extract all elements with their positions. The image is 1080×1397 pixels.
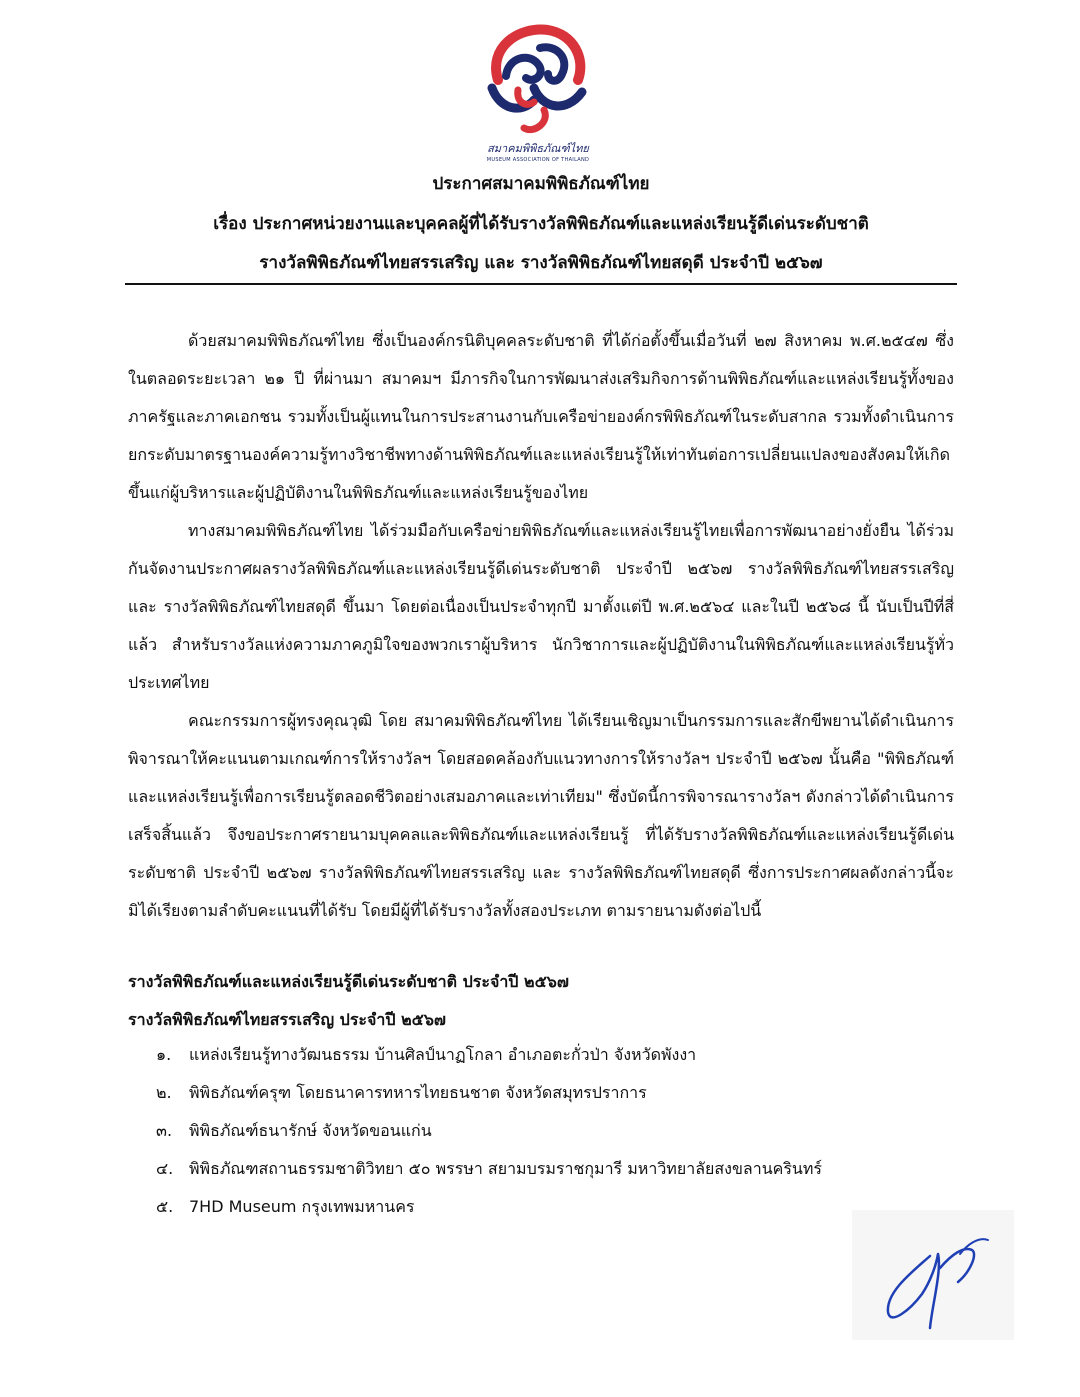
award-list (156, 1041, 946, 1231)
award-name: แหล่งเรียนรู้ทางวัฒนธรรม บ้านศิลป์นาฏโกลา อำเภอตะกั่วป่า จังหวัดพังงา (189, 1045, 697, 1064)
award-list-item (156, 1193, 946, 1231)
award-list-item (156, 1041, 946, 1079)
award-name: 7HD Museum กรุงเทพมหานคร (189, 1197, 415, 1216)
award-list-item (156, 1155, 946, 1193)
announcement-title: ประกาศสมาคมพิพิธภัณฑ์ไทย (432, 174, 650, 194)
award-number: ๔. (156, 1159, 174, 1178)
paragraph-text: ทางสมาคมพิพิธภัณฑ์ไทย ได้ร่วมมือกับเครือข่ายพิพิธภัณฑ์และแหล่งเรียนรู้ไทยเพื่อการพัฒนาอย่างยั่งยืน ได้ร่วมกันจัดงานประกาศผลรางวัลพิพิธภัณฑ์และแหล่งเรียนรู้ดีเด่นระดับชาติ ประจำปี ๒๕๖๗ รางวัลพิพิธภัณฑ์ไทยสรรเสริญ และ รางวัลพิพิธภัณฑ์ไทยสดุดี ขึ้นมา โดยต่อเนื่องเป็นประจำทุกปี มาตั้งแต่ปี พ.ศ.๒๕๖๔ และในปี ๒๕๖๘ นี้ นับเป็นปีที่สี่แล้ว สำหรับรางวัลแห่งความภาคภูมิใจของพวกเราผู้บริหาร นักวิชาการและผู้ปฏิบัติงานในพิพิธภัณฑ์และแหล่งเรียนรู้ทั่วประเทศไทย (128, 521, 954, 692)
association-logo (478, 18, 598, 168)
award-name: พิพิธภัณฑ์ธนารักษ์ จังหวัดขอนแก่น (189, 1121, 432, 1140)
signature (852, 1210, 1014, 1340)
section-title: รางวัลพิพิธภัณฑ์และแหล่งเรียนรู้ดีเด่นระดับชาติ ประจำปี ๒๕๖๗ (128, 972, 569, 991)
body-paragraph (128, 702, 954, 930)
paragraph-text: ด้วยสมาคมพิพิธภัณฑ์ไทย ซึ่งเป็นองค์กรนิติบุคคลระดับชาติ ที่ได้ก่อตั้งขึ้นเมื่อวันที่ ๒๗ สิงหาคม พ.ศ.๒๕๔๗ ซึ่งในตลอดระยะเวลา ๒๑ ปี ที่ผ่านมา สมาคมฯ มีภารกิจในการพัฒนาส่งเสริมกิจการด้านพิพิธภัณฑ์และแหล่งเรียนรู้ทั้งของภาครัฐและภาคเอกชน รวมทั้งเป็นผู้แทนในการประสานงานกับเครือข่ายองค์กรพิพิธภัณฑ์ในระดับสากล รวมทั้งดำเนินการยกระดับมาตรฐานองค์ความรู้ทางวิชาชีพทางด้านพิพิธภัณฑ์และแหล่งเรียนรู้ให้เท่าทันต่อการเปลี่ยนแปลงของสังคมให้เกิดขึ้นแก่ผู้บริหารและผู้ปฏิบัติงานในพิพิธภัณฑ์และแหล่งเรียนรู้ของไทย (128, 331, 954, 502)
award-list-item (156, 1079, 946, 1117)
award-number: ๒. (156, 1083, 172, 1102)
announcement-subject: เรื่อง ประกาศหน่วยงานและบุคคลผู้ที่ได้รับรางวัลพิพิธภัณฑ์และแหล่งเรียนรู้ดีเด่นระดับชาติ (213, 214, 869, 234)
body-paragraph (128, 512, 954, 702)
logo-name-en: MUSEUM ASSOCIATION OF THAILAND (486, 157, 590, 163)
award-number: ๕. (156, 1197, 174, 1216)
logo-name-th: สมาคมพิพิธภัณฑ์ไทย (487, 142, 589, 155)
award-list-item (156, 1117, 946, 1155)
logo-emblem (478, 18, 598, 143)
award-name: พิพิธภัณฑ์ครุฑ โดยธนาคารทหารไทยธนชาต จังหวัดสมุทรปราการ (189, 1083, 647, 1102)
paragraph-text: คณะกรรมการผู้ทรงคุณวุฒิ โดย สมาคมพิพิธภัณฑ์ไทย ได้เรียนเชิญมาเป็นกรรมการและสักขีพยานได้ดำเนินการพิจารณาให้คะแนนตามเกณฑ์การให้รางวัลฯ โดยสอดคล้องกับแนวทางการให้รางวัลฯ ประจำปี ๒๕๖๗ นั้นคือ "พิพิธภัณฑ์และแหล่งเรียนรู้เพื่อการเรียนรู้ตลอดชีวิตอย่างเสมอภาคและเท่าเทียม" ซึ่งบัดนี้การพิจารณารางวัลฯ ดังกล่าวได้ดำเนินการเสร็จสิ้นแล้ว จึงขอประกาศรายนามบุคคลและพิพิธภัณฑ์และแหล่งเรียนรู้ ที่ได้รับรางวัลพิพิธภัณฑ์และแหล่งเรียนรู้ดีเด่นระดับชาติ ประจำปี ๒๕๖๗ รางวัลพิพิธภัณฑ์ไทยสรรเสริญ และ รางวัลพิพิธภัณฑ์ไทยสดุดี ซึ่งการประกาศผลดังกล่าวนี้จะมิได้เรียงตามลำดับคะแนนที่ได้รับ โดยมีผู้ที่ได้รับรางวัลทั้งสองประเภท ตามรายนามดังต่อไปนี้ (128, 711, 955, 920)
signature-mark (852, 1210, 1014, 1340)
award-number: ๓. (156, 1121, 173, 1140)
award-number: ๑. (156, 1045, 172, 1064)
header-divider (125, 283, 957, 285)
award-name: พิพิธภัณฑสถานธรรมชาติวิทยา ๕๐ พรรษา สยามบรมราชกุมารี มหาวิทยาลัยสงขลานครินทร์ (189, 1159, 822, 1178)
award-category-title: รางวัลพิพิธภัณฑ์ไทยสรรเสริญ ประจำปี ๒๕๖๗ (128, 1010, 446, 1029)
body-paragraph (128, 322, 954, 512)
announcement-subtitle: รางวัลพิพิธภัณฑ์ไทยสรรเสริญ และ รางวัลพิพิธภัณฑ์ไทยสดุดี ประจำปี ๒๕๖๗ (259, 253, 823, 273)
